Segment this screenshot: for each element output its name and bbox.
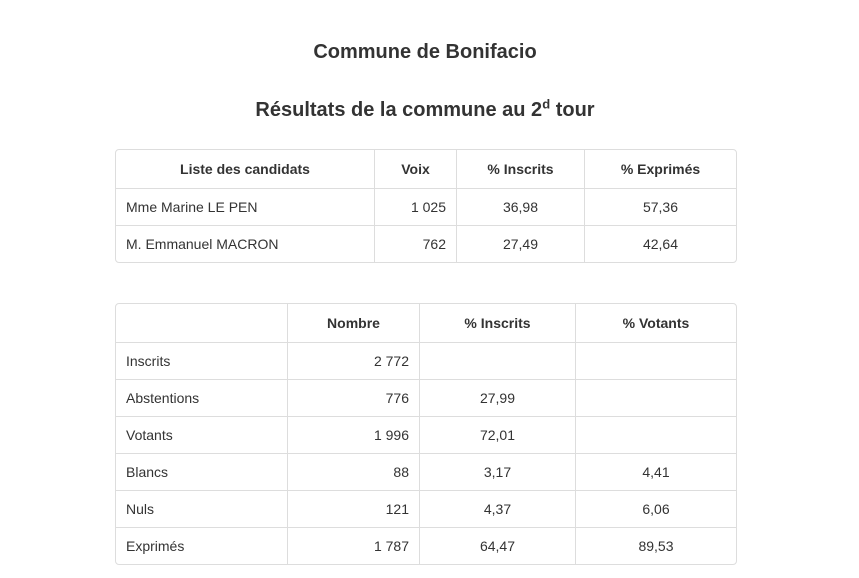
candidates-results-table — [115, 149, 737, 263]
cell-row-label: Blancs — [116, 453, 287, 490]
cell-nombre: 88 — [287, 453, 419, 490]
cell-voix: 1 025 — [374, 188, 456, 225]
cell-nombre: 776 — [287, 379, 419, 416]
table-row — [116, 379, 736, 416]
page-subtitle — [115, 98, 735, 122]
table-row — [116, 527, 736, 564]
header-pct-inscrits: % Inscrits — [456, 150, 584, 188]
cell-pct-votants: 89,53 — [575, 527, 736, 564]
cell-pct-inscrits — [419, 342, 575, 379]
cell-pct-inscrits: 72,01 — [419, 416, 575, 453]
header-pct-votants: % Votants — [575, 304, 736, 342]
cell-row-label: Nuls — [116, 490, 287, 527]
results-page — [115, 0, 735, 565]
participation-table — [115, 303, 737, 565]
table-header-row — [116, 150, 736, 188]
cell-voix: 762 — [374, 225, 456, 262]
header-pct-exprimes: % Exprimés — [584, 150, 736, 188]
subtitle-text-suffix: tour — [550, 99, 595, 121]
cell-pct-inscrits: 27,49 — [456, 225, 584, 262]
cell-pct-votants — [575, 379, 736, 416]
cell-pct-votants: 4,41 — [575, 453, 736, 490]
cell-pct-inscrits: 4,37 — [419, 490, 575, 527]
cell-row-label: Exprimés — [116, 527, 287, 564]
cell-nombre: 121 — [287, 490, 419, 527]
cell-pct-votants — [575, 416, 736, 453]
cell-row-label: Votants — [116, 416, 287, 453]
table-row — [116, 342, 736, 379]
header-liste-candidats: Liste des candidats — [180, 161, 310, 177]
table-row — [116, 453, 736, 490]
table-row — [116, 416, 736, 453]
table-row — [116, 490, 736, 527]
table-row — [116, 225, 736, 262]
cell-row-label: Abstentions — [116, 379, 287, 416]
header-nombre: Nombre — [287, 304, 419, 342]
table-row — [116, 188, 736, 225]
cell-pct-votants: 6,06 — [575, 490, 736, 527]
header-pct-inscrits: % Inscrits — [419, 304, 575, 342]
subtitle-text: Résultats de la commune au 2 — [255, 99, 543, 121]
header-voix: Voix — [374, 150, 456, 188]
cell-pct-inscrits: 36,98 — [456, 188, 584, 225]
cell-row-label: Inscrits — [116, 342, 287, 379]
cell-nombre: 1 996 — [287, 416, 419, 453]
page-title: Commune de Bonifacio — [313, 41, 537, 63]
cell-pct-exprimes: 42,64 — [584, 225, 736, 262]
header-empty — [116, 304, 287, 342]
cell-pct-exprimes: 57,36 — [584, 188, 736, 225]
cell-nombre: 2 772 — [287, 342, 419, 379]
cell-pct-inscrits: 27,99 — [419, 379, 575, 416]
cell-pct-inscrits: 64,47 — [419, 527, 575, 564]
cell-nombre: 1 787 — [287, 527, 419, 564]
table-header-row — [116, 304, 736, 342]
cell-pct-inscrits: 3,17 — [419, 453, 575, 490]
subtitle-superscript: d — [542, 96, 551, 112]
cell-candidate-name: Mme Marine LE PEN — [116, 188, 374, 225]
cell-candidate-name: M. Emmanuel MACRON — [116, 225, 374, 262]
cell-pct-votants — [575, 342, 736, 379]
